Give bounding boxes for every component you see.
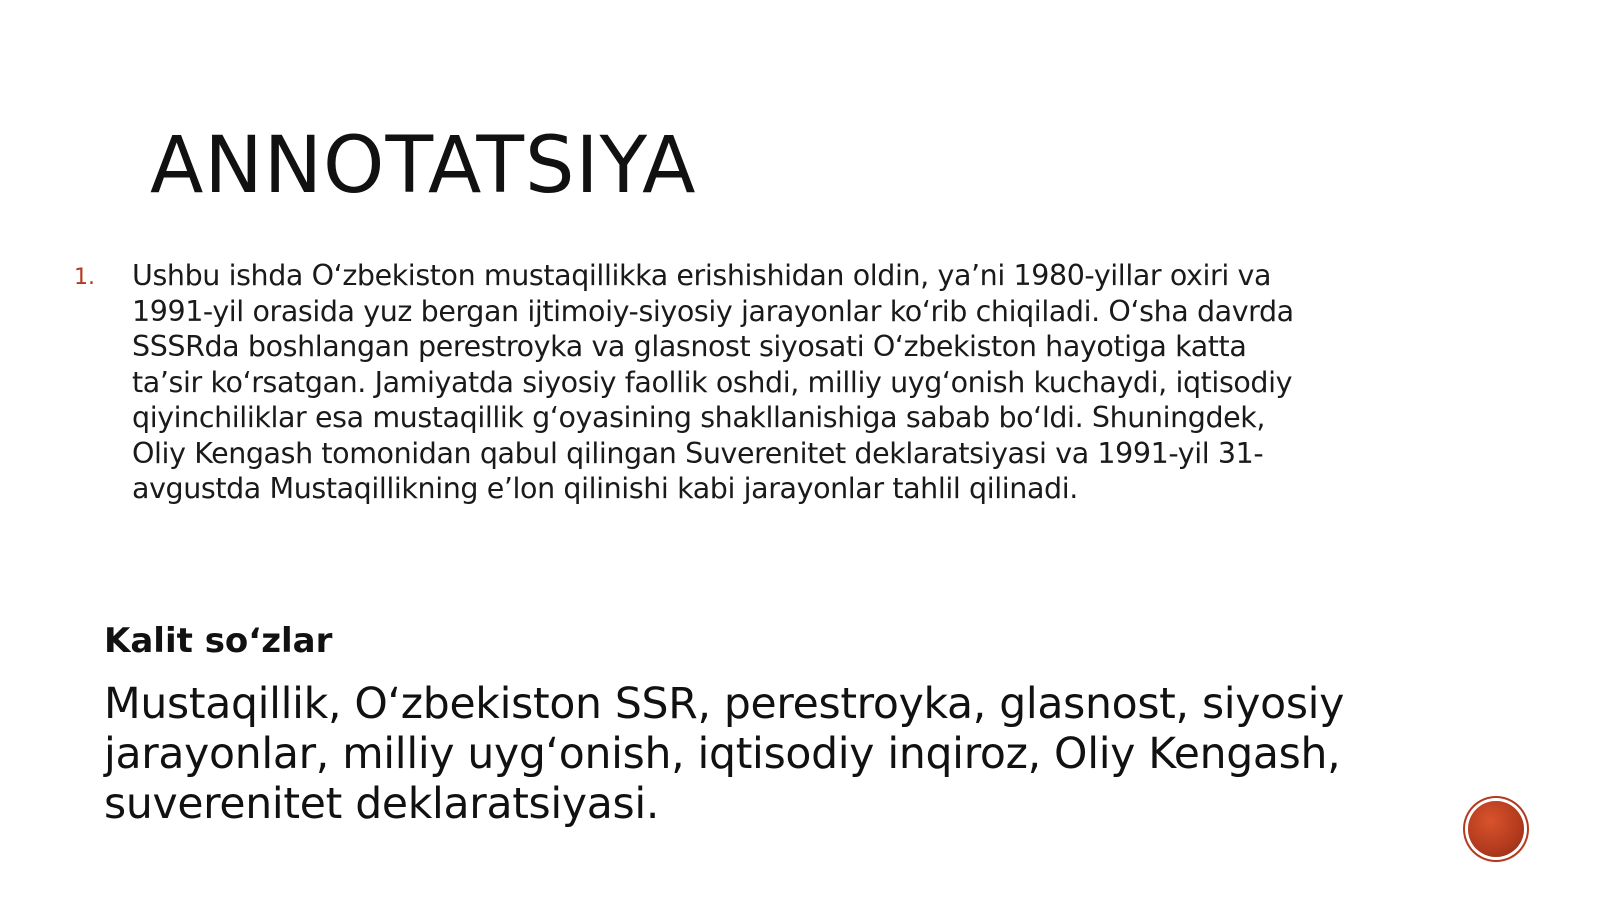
list-item-text: Ushbu ishda O‘zbekiston mustaqillikka erishishidan oldin, ya’ni 1980-yillar oxiri va 1991-yil orasida yuz bergan ijtimoiy-siyosiy jarayonlar ko‘rib chiqiladi. O‘sha davrda SSSRda boshlangan perestroyka va glasnost siyosati O‘zbekiston hayotiga katta ta’sir ko‘rsatgan. Jamiyatda siyosiy faollik oshdi, milliy uyg‘onish kuchaydi, iqtisodiy qiyinchiliklar esa mustaqillik g‘oyasining shakllanishiga sabab bo‘ldi. Shuningdek, Oliy Kengash tomonidan qabul qilingan Suverenitet deklaratsiyasi va 1991-yil 31-avgustda Mustaqillikning e’lon qilinishi kabi jarayonlar tahlil qilinadi.	[132, 259, 1294, 505]
slide-title: ANNOTATSIYA	[150, 121, 697, 211]
circle-nav-icon[interactable]	[1468, 801, 1524, 857]
annotation-list	[74, 258, 1294, 507]
keywords-heading: Kalit so‘zlar	[104, 621, 333, 661]
list-item	[74, 258, 1294, 507]
keywords-text: Mustaqillik, O‘zbekiston SSR, perestroyka, glasnost, siyosiy jarayonlar, milliy uyg‘onish, iqtisodiy inqiroz, Oliy Kengash, suverenitet deklaratsiyasi.	[104, 680, 1345, 829]
list-item-number: 1.	[74, 265, 95, 290]
